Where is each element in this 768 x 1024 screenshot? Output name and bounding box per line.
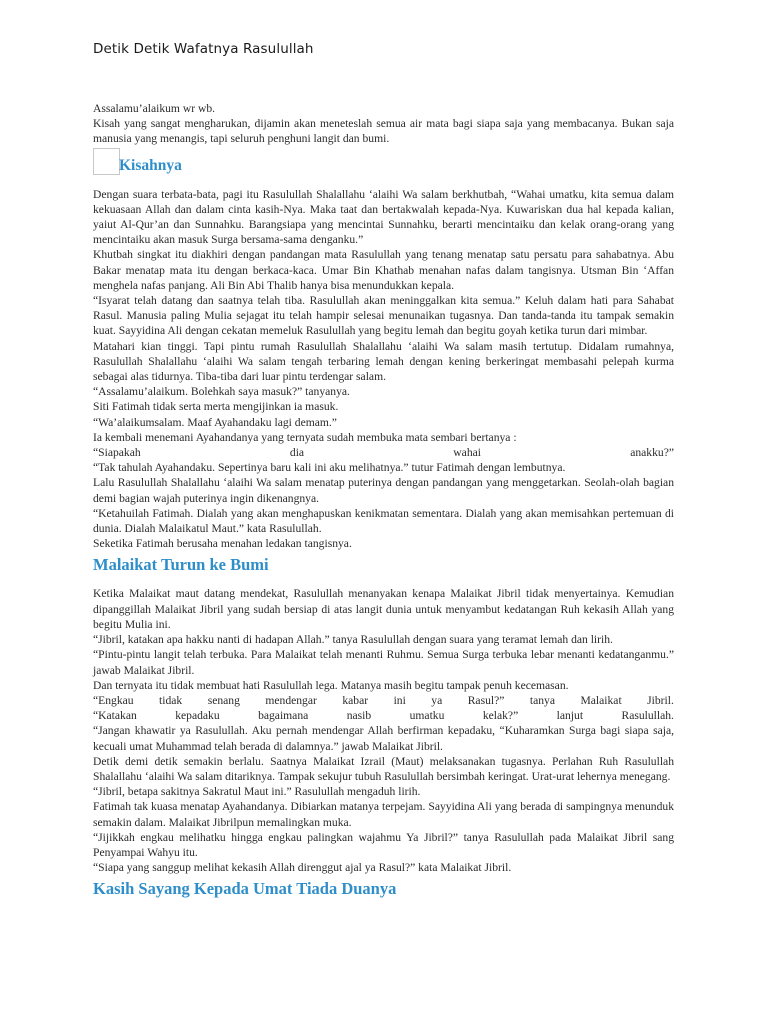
- section-heading-kisahnya: Kisahnya: [119, 156, 182, 174]
- paragraph: “Pintu-pintu langit telah terbuka. Para Malaikat telah menanti Ruhmu. Semua Surga terbuka lebar menanti kedatanganmu.” jawab Malaikat Jibril.: [93, 648, 674, 677]
- paragraph: “Jijikkah engkau melihatku hingga engkau palingkan wajahmu Ya Jibril?” tanya Rasulullah pada Malaikat Jibril sang Penyampai Wahyu itu.: [93, 830, 674, 859]
- word: senang: [207, 693, 240, 707]
- word: nasib: [346, 709, 372, 723]
- word: kelak?”: [482, 709, 519, 723]
- image-placeholder: [93, 148, 120, 175]
- paragraph: Detik demi detik semakin berlalu. Saatnya Malaikat Izrail (Maut) melaksanakan tugasnya. Perlahan Ruh Rasulullah Shalallahu ‘alaihi Wa salam ditariknya. Tampak sekujur tubuh Rasulullah bersimbah keringat. Urat-urat lehernya menegang.: [93, 754, 674, 783]
- paragraph: “Jibril, katakan apa hakku nanti di hadapan Allah.” tanya Rasulullah dengan suara yang teramat lemah dan lirih.: [93, 633, 613, 647]
- paragraph: “Wa’alaikumsalam. Maaf Ayahandaku lagi demam.”: [93, 415, 337, 429]
- word: Rasul?”: [467, 693, 505, 707]
- paragraph: “Jangan khawatir ya Rasulullah. Aku pernah mendengar Allah berfirman kepadaku, “Kuharamkan Surga bagi siapa saja, kecuali umat Muhammad telah berada di dalamnya.” jawab Malaikat Jibril.: [93, 724, 674, 753]
- word: kabar: [342, 693, 369, 707]
- word: “Siapakah: [93, 446, 141, 460]
- paragraph: “Siapa yang sanggup melihat kekasih Allah direnggut ajal ya Rasul?” kata Malaikat Jibril.: [93, 861, 512, 875]
- word: bagaimana: [258, 709, 309, 723]
- word: dia: [289, 446, 305, 460]
- document-body: [93, 101, 674, 900]
- paragraph: Siti Fatimah tidak serta merta mengijinkan ia masuk.: [93, 400, 339, 414]
- paragraph: Fatimah tak kuasa menatap Ayahandanya. Dibiarkan matanya terpejam. Sayyidina Ali yang berada di sampingnya menunduk semakin dalam. Malaikat Jibrilpun memalingkan muka.: [93, 800, 674, 829]
- word: anakku?”: [630, 446, 674, 460]
- word: wahai: [453, 446, 481, 460]
- word: umatku: [409, 709, 445, 723]
- paragraph: Seketika Fatimah berusaha menahan ledakan tangisnya.: [93, 537, 352, 551]
- paragraph: “Assalamu’alaikum. Bolehkah saya masuk?” tanyanya.: [93, 385, 350, 399]
- word: ya: [431, 693, 443, 707]
- word: tanya: [529, 693, 555, 707]
- section-heading-kasih-sayang: Kasih Sayang Kepada Umat Tiada Duanya: [93, 879, 397, 899]
- justified-line: [93, 445, 674, 460]
- word: lanjut: [556, 709, 584, 723]
- paragraph: Matahari kian tinggi. Tapi pintu rumah Rasulullah Shalallahu ‘alaihi Wa salam masih tertutup. Didalam rumahnya, Rasulullah Shalallahu ‘alaihi Wa salam tengah terbaring lemah dengan kening berkeringat membasahi pelepah kurma sebagai alas tidurnya. Tiba-tiba dari luar pintu terdengar salam.: [93, 339, 674, 384]
- intro-paragraph: Kisah yang sangat mengharukan, dijamin akan meneteslah semua air mata bagi siapa saja yang membacanya. Bukan saja manusia yang menangis, tapi seluruh penghuni langit dan bumi.: [93, 117, 674, 146]
- section-heading-malaikat: Malaikat Turun ke Bumi: [93, 555, 269, 575]
- justified-line: [93, 693, 674, 708]
- word: Malaikat: [580, 693, 622, 707]
- word: Jibril.: [647, 693, 674, 707]
- paragraph: “Jibril, betapa sakitnya Sakratul Maut ini.” Rasulullah mengaduh lirih.: [93, 785, 421, 799]
- greeting: Assalamu’alaikum wr wb.: [93, 102, 216, 115]
- paragraph: Dan ternyata itu tidak membuat hati Rasulullah lega. Matanya masih begitu tampak penuh kecemasan.: [93, 678, 569, 692]
- paragraph: Khutbah singkat itu diakhiri dengan pandangan mata Rasulullah yang tenang menatap satu persatu para sahabatnya. Abu Bakar menatap mata itu dengan berkaca-kaca. Umar Bin Khathab menahan nafas dalam tangisnya. Utsman Bin ‘Affan menghela nafas panjang. Ali Bin Abi Thalib hanya bisa menundukkan kepala.: [93, 248, 674, 292]
- paragraph: Lalu Rasulullah Shalallahu ‘alaihi Wa salam menatap puterinya dengan pandangan yang menggetarkan. Seolah-olah bagian demi bagian wajah puterinya ingin dikenangnya.: [93, 476, 674, 505]
- word: “Engkau: [93, 693, 134, 707]
- word: mendengar: [265, 693, 317, 707]
- paragraph: Ia kembali menemani Ayahandanya yang ternyata sudah membuka mata sembari bertanya :: [93, 430, 517, 444]
- paragraph: “Ketahuilah Fatimah. Dialah yang akan menghapuskan kenikmatan sementara. Dialah yang akan memisahkan pertemuan di dunia. Dialah Malaikatul Maut.” kata Rasulullah.: [93, 506, 674, 536]
- paragraph: Ketika Malaikat maut datang mendekat, Rasulullah menanyakan kenapa Malaikat Jibril tidak menyertainya. Kemudian dipanggillah Malaikat Jibril yang sudah bersiap di atas langit dunia untuk menyambut kedatangan Ruh kekasih Allah yang begitu Mulia ini.: [93, 587, 674, 631]
- paragraph: Dengan suara terbata-bata, pagi itu Rasulullah Shalallahu ‘alaihi Wa salam berkhutbah, “Wahai umatku, kita semua dalam kekuasaan Allah dan dalam cinta kasih-Nya. Maka taat dan bertakwalah kepada-Nya. Kuwariskan dua hal kepada kalian, yaiut Al-Qur’an dan Sunnahku. Barangsiapa yang mencintai Sunnahku, berarti mencintaiku dan kelak orang-orang yang mencintaiku akan masuk Surga bersama-sama denganku.”: [93, 187, 674, 247]
- word: kepadaku: [175, 709, 220, 723]
- word: ini: [393, 693, 406, 707]
- paragraph: “Isyarat telah datang dan saatnya telah tiba. Rasulullah akan meninggalkan kita semua.” Keluh dalam hati para Sahabat Rasul. Manusia paling Mulia sejagat itu telah hampir selesai menunaikan tugasnya. Dan tanda-tanda itu tampak semakin kuat. Sayyidina Ali dengan cekatan memeluk Rasulullah yang begitu lemah dan begitu goyah ketika turun dari mimbar.: [93, 294, 674, 338]
- word: “Katakan: [93, 709, 137, 723]
- word: Rasulullah.: [621, 709, 674, 723]
- justified-line: [93, 708, 674, 723]
- paragraph: “Tak tahulah Ayahandaku. Sepertinya baru kali ini aku melihatnya.” tutur Fatimah dengan lembutnya.: [93, 461, 566, 475]
- word: tidak: [159, 693, 183, 707]
- document-title: Detik Detik Wafatnya Rasulullah: [93, 41, 314, 57]
